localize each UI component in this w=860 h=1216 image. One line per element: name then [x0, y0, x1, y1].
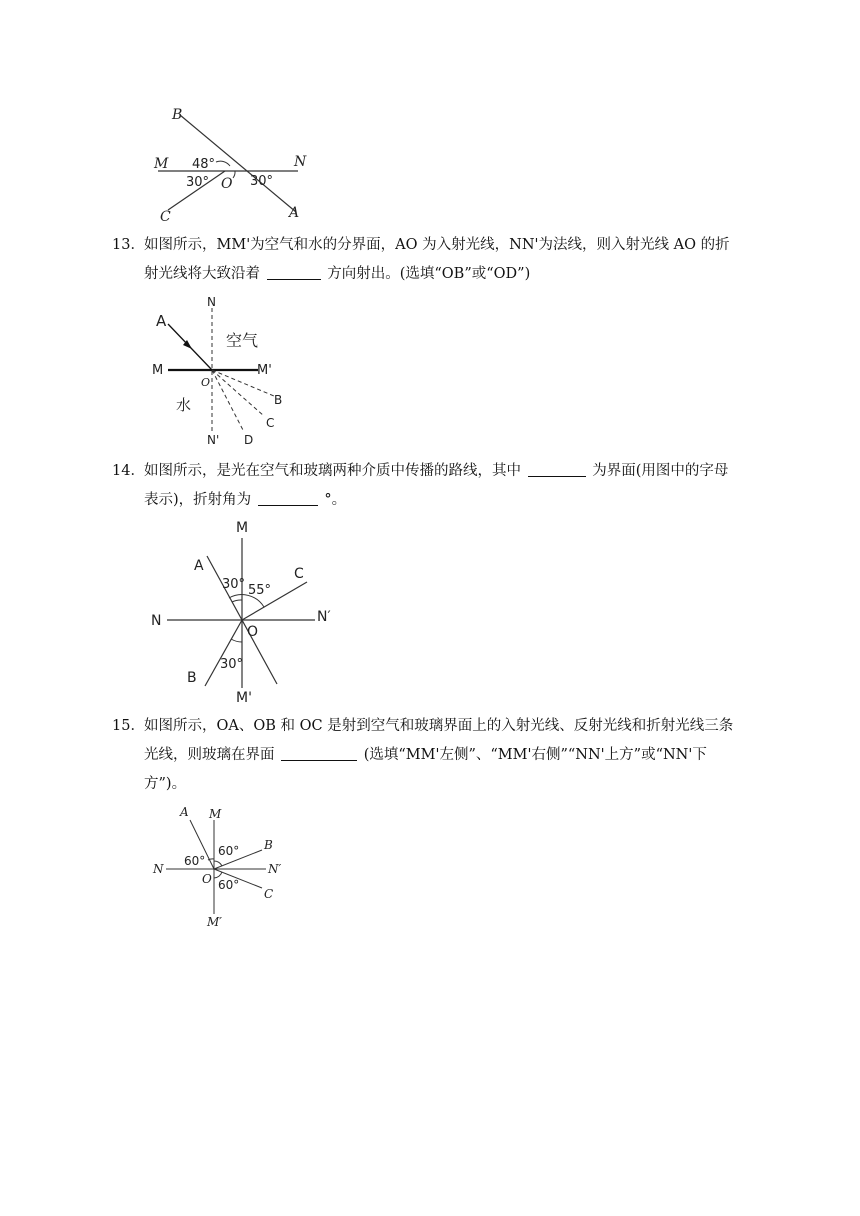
arc-30-top: [232, 600, 242, 602]
angle-30-right: 30°: [250, 174, 274, 189]
label-A: A: [289, 205, 300, 221]
label-B: B: [264, 838, 273, 852]
question-number: 15．: [112, 718, 145, 734]
arc-48: [216, 161, 230, 166]
label-B: B: [187, 670, 197, 686]
label-N: N: [151, 613, 162, 629]
question-14: [112, 457, 734, 515]
label-B: B: [172, 107, 183, 123]
label-O: O: [221, 176, 233, 192]
label-M-prime: M': [257, 363, 272, 378]
angle-60-bottom: 60°: [218, 878, 240, 892]
label-O: O: [202, 872, 212, 886]
label-C: C: [266, 416, 275, 430]
angle-30-top: 30°: [222, 577, 246, 592]
figure-q15: [148, 802, 288, 930]
angle-60-left: 60°: [184, 854, 206, 868]
figure-q14: [145, 518, 345, 708]
arc-30-bottom: [231, 639, 242, 642]
angle-48: 48°: [192, 157, 216, 172]
question-text: 如图所示，MM'为空气和水的分界面，AO 为入射光线，NN'为法线，则入射光线 AO 的折射光线将大致沿着: [144, 237, 730, 282]
label-A: A: [180, 805, 189, 819]
label-M-prime: M': [236, 690, 252, 706]
arc-60-top: [214, 861, 222, 866]
angle-55: 55°: [248, 583, 272, 598]
question-number: 14．: [112, 463, 145, 479]
question-text-end: (选填“MM'左侧”、“MM'右侧”“NN'上方”或“NN'下方”)。: [144, 747, 707, 792]
question-text-mid: 为界面(用图中的字母表示)，折射角为: [144, 463, 729, 508]
question-text-end: 方向射出。(选填“OB”或“OD”): [327, 266, 531, 282]
label-M: M: [209, 807, 222, 821]
label-water: 水: [176, 396, 192, 414]
answer-blank-interface[interactable]: [528, 460, 586, 477]
label-N: N: [153, 862, 164, 876]
figure-q12: [140, 100, 310, 225]
label-air: 空气: [226, 331, 259, 350]
label-A: A: [194, 558, 204, 574]
question-number: 13．: [112, 237, 145, 253]
label-N: N: [294, 154, 307, 170]
label-M: M: [154, 156, 169, 172]
arc-60-left: [208, 859, 214, 860]
question-text: 如图所示，是光在空气和玻璃两种介质中传播的路线，其中: [144, 463, 521, 479]
answer-blank[interactable]: [267, 263, 321, 280]
label-M: M: [152, 363, 164, 378]
label-D: D: [244, 433, 254, 447]
question-text: 如图所示，OA、OB 和 OC 是射到空气和玻璃界面上的入射光线、反射光线和折射光线三条光线，则玻璃在界面: [144, 718, 734, 763]
label-C: C: [264, 887, 274, 901]
angle-30-bottom: 30°: [220, 657, 244, 672]
question-13: [112, 231, 734, 289]
label-B: B: [274, 393, 283, 407]
answer-blank-angle[interactable]: [258, 489, 318, 506]
angle-60-top: 60°: [218, 844, 240, 858]
arc-30-right: [233, 171, 235, 178]
question-text-end: °。: [324, 492, 347, 508]
answer-blank[interactable]: [281, 744, 357, 761]
label-O: O: [201, 376, 211, 389]
label-M-prime: M′: [207, 915, 223, 929]
label-N-prime: N': [207, 433, 220, 447]
label-N-prime: N′: [268, 862, 282, 876]
label-A: A: [156, 312, 167, 330]
label-N: N: [207, 295, 216, 309]
angle-30-left: 30°: [186, 175, 210, 190]
label-C: C: [294, 566, 304, 582]
label-C: C: [160, 209, 171, 225]
ray-OB: [205, 620, 242, 686]
figure-q13: [146, 294, 306, 450]
question-15: [112, 712, 734, 799]
ray-OD: [212, 370, 244, 432]
label-O: O: [247, 624, 259, 640]
label-N-prime: N′: [317, 609, 331, 625]
label-M: M: [236, 520, 249, 536]
